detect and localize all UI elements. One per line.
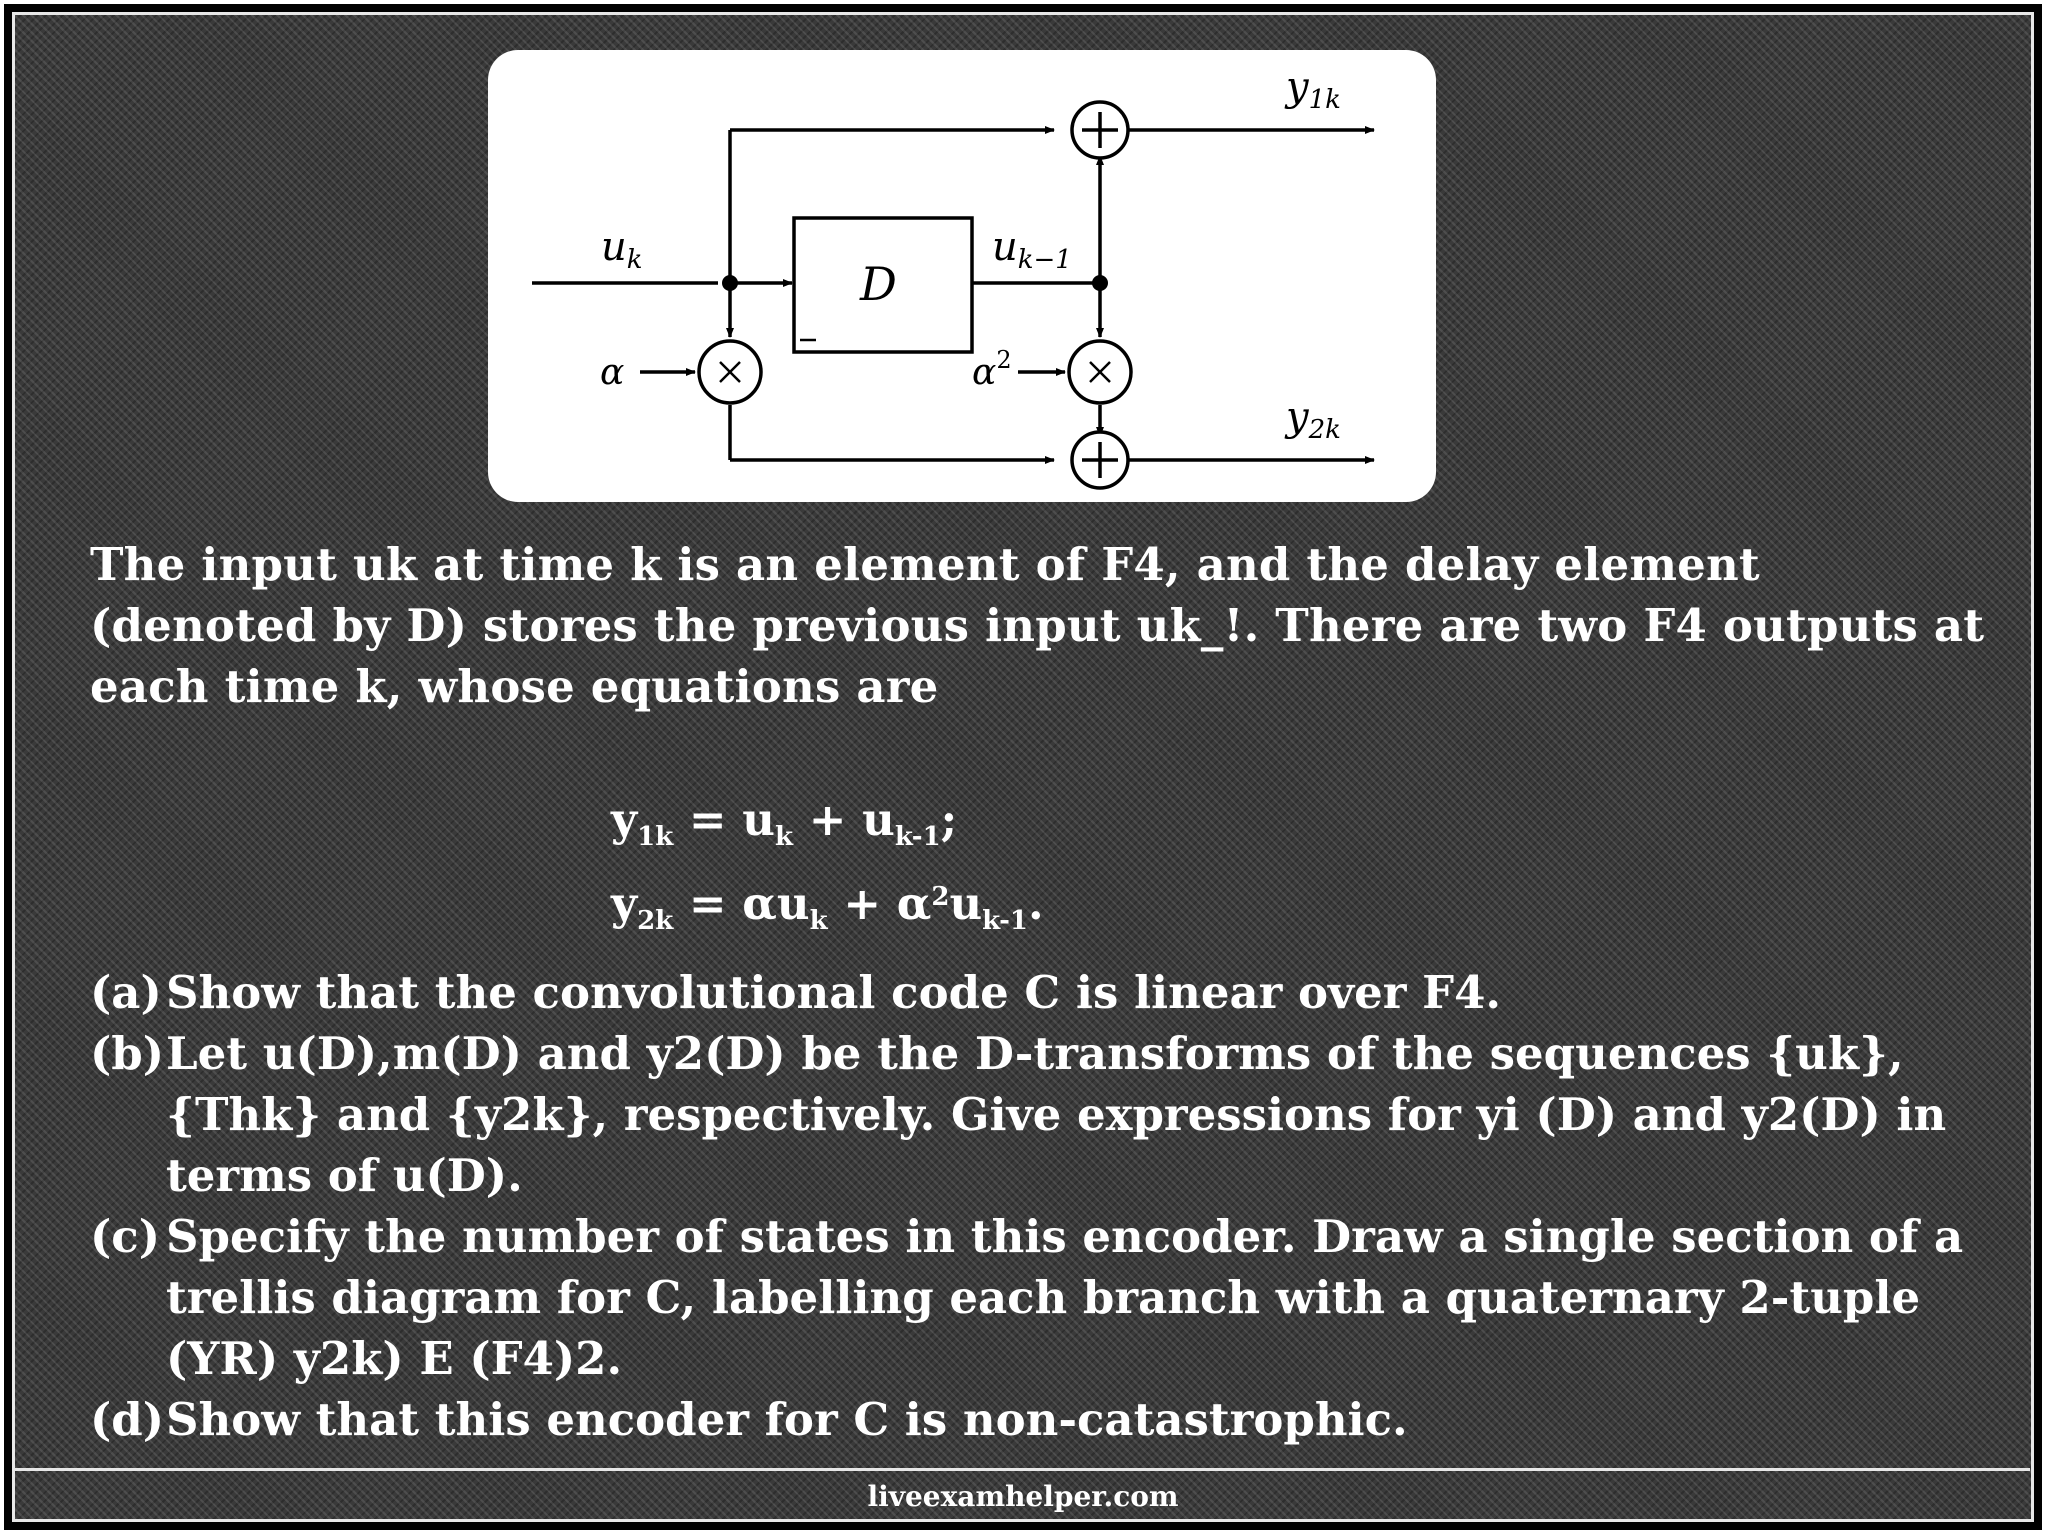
question-marker: (d) <box>90 1393 165 1446</box>
input-junction <box>722 275 738 291</box>
page-background <box>4 4 2042 1530</box>
alpha-label: α <box>600 352 625 393</box>
delay-label: D <box>860 257 897 311</box>
footer-divider <box>12 1468 2030 1471</box>
question-marker: (a) <box>90 966 162 1019</box>
question-marker: (b) <box>90 1027 165 1080</box>
alpha-sq-label: $\alpha^2$ <box>972 346 1012 393</box>
output2-label: $y_{2k}$ <box>1286 394 1341 445</box>
question-text: Show that this encoder for C is non-catastrophic. <box>166 1393 1408 1446</box>
footer-website: liveexamhelper.com <box>867 1480 1179 1513</box>
equation-y1: $y_{1k} = u_k + u_{k-1}$; <box>611 793 958 852</box>
question-d <box>90 1389 1970 1450</box>
question-a <box>90 962 1970 1023</box>
encoder-diagram-svg <box>488 50 1436 502</box>
output-equations <box>611 790 1044 951</box>
output1-label: $y_{1k}$ <box>1286 64 1341 115</box>
question-text: Let u(D),m(D) and y2(D) be the D-transforms of the sequences {uk}, {Thk} and {y2k}, respectively. Give expressions for yi (D) and y2(D) in terms of u(D). <box>166 1027 1947 1202</box>
question-marker: (c) <box>90 1210 160 1263</box>
question-c <box>90 1206 1970 1389</box>
intro-paragraph: The input uk at time k is an element of F4, and the delay element (denoted by D) stores the previous input uk_!. There are two F4 outputs at each time k, whose equations are <box>90 538 1985 713</box>
delayed-junction <box>1092 275 1108 291</box>
equation-y2: $y_{2k} = \alpha u_k + \alpha^2u_{k-1}$. <box>611 877 1044 936</box>
question-text: Show that the convolutional code C is linear over F4. <box>166 966 1502 1019</box>
input-label: $u_k$ <box>601 224 643 275</box>
question-b <box>90 1023 1970 1206</box>
question-list <box>90 962 1970 1450</box>
delayed-label: $u_{k-1}$ <box>992 224 1072 275</box>
question-text: Specify the number of states in this encoder. Draw a single section of a trellis diagram for C, labelling each branch with a quaternary 2-tuple (YR) y2k) E (F4)2. <box>166 1210 1964 1385</box>
encoder-diagram <box>488 50 1436 502</box>
